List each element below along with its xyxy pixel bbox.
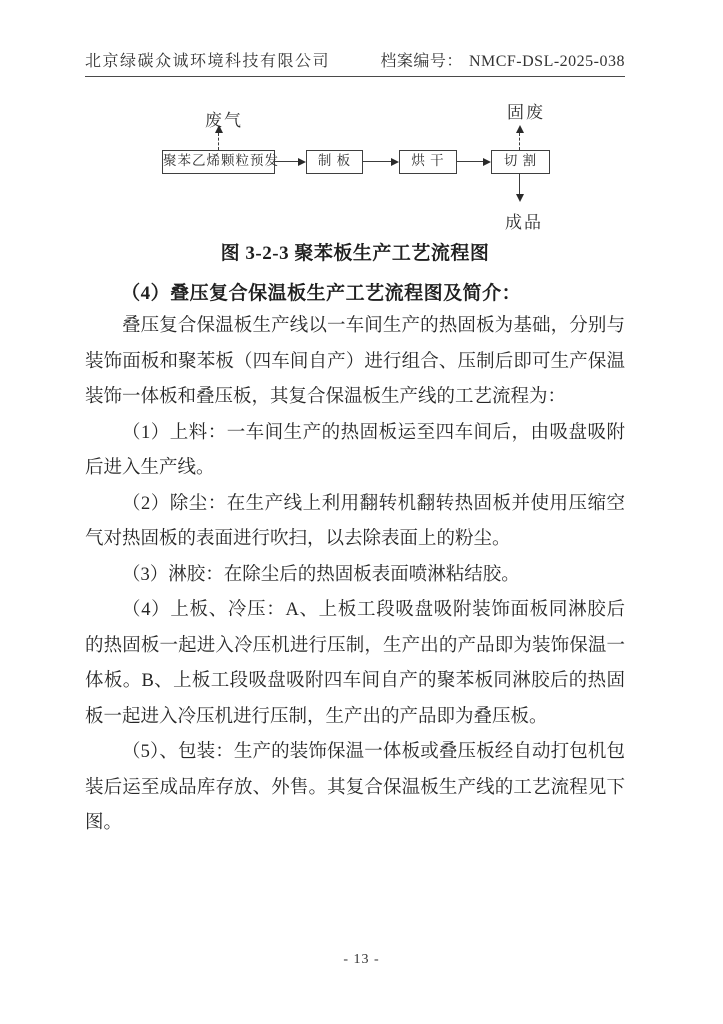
paragraph-step-4-pressing: （4）上板、冷压：A、上板工段吸盘吸附装饰面板同淋胶后的热固板一起进入冷压机进行压制，生产出的产品即为装饰保温一体板。B、上板工段吸盘吸附四车间自产的聚苯板同淋胶后的热固板一起进入冷压机进行压制，生产出的产品即为叠压板。 — [85, 600, 625, 727]
solid-waste-dashed-arrow-icon — [519, 133, 520, 150]
paragraph-step-1-loading: （1）上料：一车间生产的热固板运至四车间后，由吸盘吸附后进入生产线。 — [85, 422, 625, 478]
flow-arrow-right-icon — [363, 161, 391, 162]
process-flow-diagram — [85, 93, 625, 233]
archive-label: 档案编号： — [380, 53, 463, 70]
page-number: - 13 - — [343, 952, 380, 967]
page-footer — [0, 952, 723, 968]
waste-gas-dashed-arrow-icon — [218, 133, 219, 150]
flow-step-cutting: 切 割 — [491, 150, 550, 174]
flow-arrow-right-icon — [457, 161, 483, 162]
flow-step-pre-expansion: 聚苯乙烯颗粒预发 — [162, 150, 275, 174]
figure-caption: 图 3-2-3 聚苯板生产工艺流程图 — [220, 243, 490, 264]
page-header — [85, 0, 625, 77]
flow-arrow-right-icon — [275, 161, 298, 162]
waste-gas-label: 废气 — [205, 111, 243, 130]
paragraph-intro: 叠压复合保温板生产线以一车间生产的热固板为基础，分别与装饰面板和聚苯板（四车间自产）进行组合、压制后即可生产保温装饰一体板和叠压板，其复合保温板生产线的工艺流程为： — [85, 316, 625, 407]
header-company-name: 北京绿碳众诚环境科技有限公司 — [85, 53, 331, 70]
paragraph-step-2-dedusting: （2）除尘：在生产线上利用翻转机翻转热固板并使用压缩空气对热固板的表面进行吹扫，以去除表面上的粉尘。 — [85, 493, 625, 549]
body-text — [85, 309, 625, 842]
header-archive-number — [380, 48, 625, 71]
paragraph-step-3-gluing: （3）淋胶：在除尘后的热固板表面喷淋粘结胶。 — [122, 564, 520, 585]
flow-step-board-making: 制 板 — [306, 150, 363, 174]
archive-value: NMCF-DSL-2025-038 — [468, 53, 625, 70]
solid-waste-label: 固废 — [507, 103, 545, 122]
section-heading: （4）叠压复合保温板生产工艺流程图及简介： — [121, 283, 522, 304]
product-down-arrow-icon — [519, 174, 520, 194]
flow-step-drying: 烘 干 — [399, 150, 457, 174]
paragraph-step-5-packing: （5）、包装：生产的装饰保温一体板或叠压板经自动打包机包装后运至成品库存放、外售。其复合保温板生产线的工艺流程见下图。 — [85, 742, 625, 833]
product-label: 成品 — [505, 213, 543, 232]
